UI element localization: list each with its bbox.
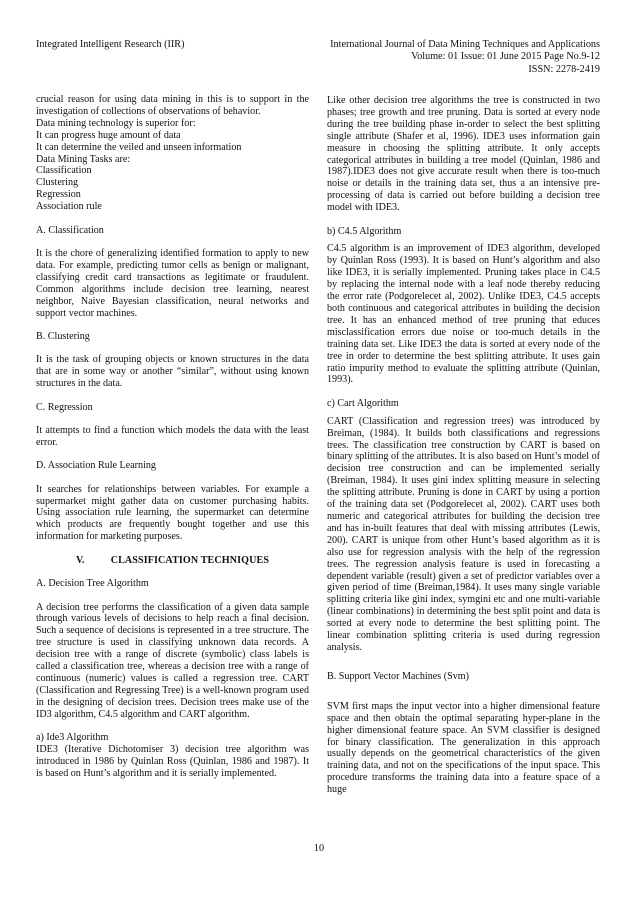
task-item: Clustering — [36, 177, 79, 189]
subsection-heading-ide3: a) Ide3 Algorithm — [36, 732, 109, 744]
svm-paragraph: SVM first maps the input vector into a higher dimensional feature space and then obtain the optimal separating hyper-plane in the higher dimensional feature space. An SVM classifier is designed for binary classification. The generalization in this approach usually depends on the geometrical characteristics of the given training data, and not on the specifications of the input space. This procedure transforms the training data into a feature space of a huge — [327, 700, 600, 796]
header-left: Integrated Intelligent Research (IIR) — [36, 39, 185, 50]
subsection-heading-regression: C. Regression — [36, 401, 93, 413]
journal-title: International Journal of Data Mining Techniques and Applications — [330, 39, 600, 50]
task-item: Association rule — [36, 201, 102, 213]
issn: ISSN: 2278-2419 — [528, 63, 600, 75]
decision-tree-paragraph: A decision tree performs the classification of a given data sample through various levels of decisions to help reach a final decision. Such a sequence of decisions is represented in a tree structure. The tree structure is used in classifying unknown data records. A decision tree with a range of discrete (symbolic) class labels is called a classification tree, whereas a decision tree with a range of continuous (numeric) values is called a regression tree. CART (Classification and Regressing Tree) is a well-known program used in the designing of decision trees. Decision trees make use of the ID3 algorithm, C4.5 algorithm and CART algorithm. — [36, 601, 309, 720]
task-item: Regression — [36, 189, 81, 201]
text-line: Data Mining Tasks are: — [36, 153, 131, 165]
section-heading — [36, 555, 309, 567]
association-paragraph: It searches for relationships between variables. For example a supermarket might gather data on customer purchasing habits. Using association rule learning, the supermarket can determine which products are frequently bought together and use this information for marketing purposes. — [36, 483, 309, 543]
subsection-heading-association: D. Association Rule Learning — [36, 460, 156, 472]
subsection-heading-decision-tree: A. Decision Tree Algorithm — [36, 578, 149, 590]
ide3-paragraph: IDE3 (Iterative Dichotomiser 3) decision tree algorithm was introduced in 1986 by Quinlan Ross (Quinlan, 1986 and 1987). It is based on Hunt’s algorithm and it is serially implemented. — [36, 743, 309, 779]
c45-paragraph: C4.5 algorithm is an improvement of IDE3 algorithm, developed by Quinlan Ross (1993). It is based on Hunt’s algorithm and also like IDE3, it is serially implemented. Pruning takes place in C4.5 by replacing the internal node with a leaf node thereby reducing the error rate (Podgorelecet al, 2002). Unlike IDE3, C4.5 accepts both continuous and categorical attributes in building the decision tree. It has an enhanced method of tree pruning that educes misclassification errors due noise or too-much details in the training data set. Like IDE3 the data is sorted at every node of the tree in order to determine the best splitting attribute. It uses gain ratio impurity method to evaluate the splitting attribute (Quinlan, 1993). — [327, 243, 600, 386]
task-item: Classification — [36, 165, 92, 177]
intro-paragraph: crucial reason for using data mining in this is to support in the investigation of collections of observations of behavior. — [36, 94, 309, 117]
section-number: V. — [75, 554, 85, 566]
cart-paragraph: CART (Classification and regression trees) was introduced by Breiman, (1984). It builds both classifications and regressions trees. The classification tree construction by CART is based on binary splitting of the attributes. It is also based on Hunt’s model of decision tree construction and can be implemented serially (Breiman, 1984). It uses gini index splitting measure in selecting the splitting attribute. Pruning is done in CART by using a portion of the training data set (Podgorelecet al, 2002). CART uses both numeric and categorical attributes for building the decision tree and has in-built features that deal with missing attributes (Lewis, 200). CART is unique from other Hunt’s based algorithm as it is also use for regression analysis with the help of the regression trees. The regression analysis feature is used in forecasting a dependent variable (result) given a set of predictor variables over a given period of time (Breiman,1984). It uses many single variable splitting criteria like gini index, symgini etc and one multi-variable (linear combinations) in determining the best split point and data is sorted at every node to determine the best splitting point. The linear combination splitting criteria is used during regression analysis. — [327, 415, 600, 653]
ide3-continued-paragraph: Like other decision tree algorithms the tree is constructed in two phases; tree growth and tree pruning. Data is sorted at every node during the tree building phase in-order to select the best splitting single attribute (Shafer et al, 1996). IDE3 uses information gain measure in choosing the splitting attribute. It only accepts categorical attributes in building a tree model (Quinlan, 1986 and 1987).IDE3 does not give accurate result when there is too-much noise or details in the training data set, thus a an intensive pre-processing of data is carried out before building a decision tree model with IDE3. — [327, 95, 600, 214]
volume-info: Volume: 01 Issue: 01 June 2015 Page No.9-12 — [411, 51, 600, 63]
text-line: It can determine the veiled and unseen information — [36, 141, 242, 153]
text-line: Data mining technology is superior for: — [36, 117, 196, 129]
subsection-heading-clustering: B. Clustering — [36, 330, 90, 342]
subsection-heading-c45: b) C4.5 Algorithm — [327, 225, 402, 237]
header-right — [330, 39, 600, 76]
page-number: 10 — [313, 843, 325, 854]
subsection-heading-svm: B. Support Vector Machines (Svm) — [327, 671, 469, 683]
regression-paragraph: It attempts to find a function which models the data with the least error. — [36, 424, 309, 448]
subsection-heading-cart: c) Cart Algorithm — [327, 397, 399, 409]
classification-paragraph: It is the chore of generalizing identified formation to apply to new data. For example, predicting tumor cells as benign or malignant, classifying credit card transactions as legitimate or fraudulent. Common algorithms include decision tree learning, nearest neighbor, Naive Bayesian classification, neural networks and support vector machines. — [36, 247, 309, 319]
text-line: It can progress huge amount of data — [36, 129, 181, 141]
section-title: CLASSIFICATION TECHNIQUES — [110, 554, 270, 566]
clustering-paragraph: It is the task of grouping objects or known structures in the data that are in some way or another “similar”, without using known structures in the data. — [36, 354, 309, 390]
subsection-heading-classification: A. Classification — [36, 224, 104, 236]
left-column — [36, 94, 309, 780]
right-column — [327, 95, 600, 796]
